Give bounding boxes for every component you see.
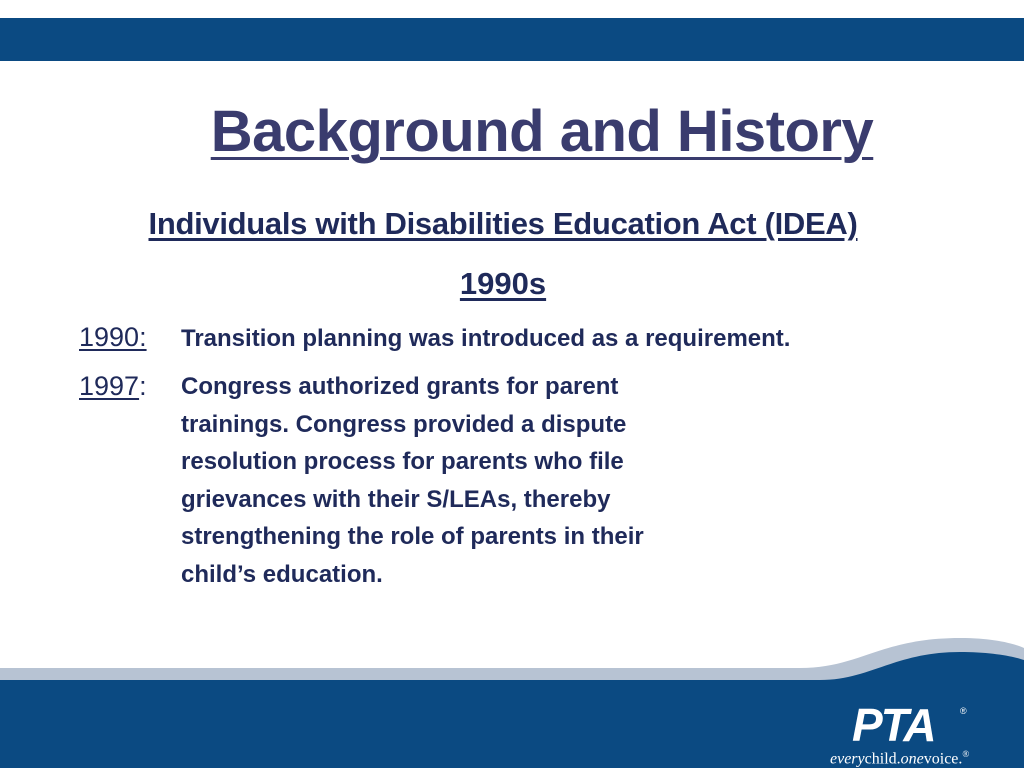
slide-subtitle: Individuals with Disabilities Education Act (IDEA) (148, 206, 858, 241)
top-header-band (0, 18, 1024, 61)
entry-year: 1990: (79, 322, 147, 352)
slide-title: Background and History (210, 99, 874, 164)
pta-wordmark: PTA (852, 699, 935, 751)
pta-tagline: everychild.onevoice.® (830, 749, 970, 768)
entry-text: Congress authorized grants for parent trainings. Congress provided a dispute resolution process for parents who file grievances with their S/LEAs, thereby strengthening the role of parents in their child’s education. (181, 373, 644, 588)
pta-logo (820, 700, 1015, 768)
entry-text: Transition planning was introduced as a requirement. (181, 325, 791, 352)
decade-heading: 1990s (459, 266, 547, 301)
entry-year: 1997: (79, 371, 147, 401)
registered-mark-top: ® (960, 706, 967, 716)
